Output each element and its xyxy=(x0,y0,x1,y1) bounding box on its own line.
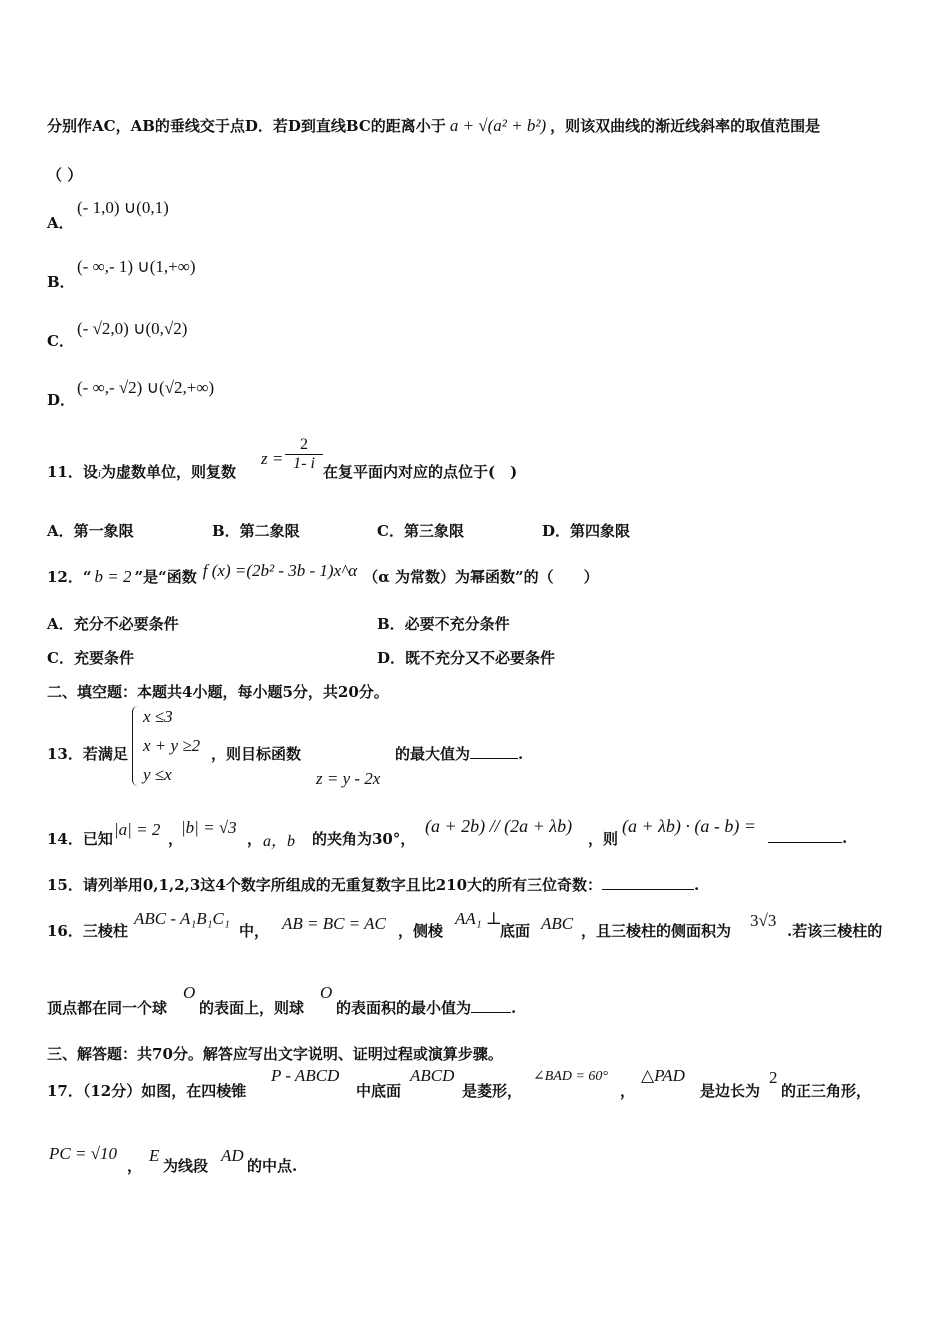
q13-constraint-2: x + y ≥2 xyxy=(143,736,201,755)
q16-eq: AB = BC = AC xyxy=(282,914,386,933)
q17-ad: AD xyxy=(221,1146,244,1165)
q15-answer-blank[interactable] xyxy=(602,875,694,890)
q13-constraint-3: y ≤x xyxy=(143,765,172,784)
q15-wrap xyxy=(47,874,699,895)
q10-option-b-label: B． xyxy=(47,273,75,291)
q11-stem xyxy=(47,461,236,482)
q16-aa1: AA₁ ⊥ xyxy=(455,909,502,928)
q16-stem-a: 16．三棱柱 xyxy=(47,922,128,940)
q17-stem-c: 是菱形， xyxy=(462,1082,523,1100)
q13-stem-b: ，则目标函数 xyxy=(211,745,302,763)
q16-line2-c: 的表面积的最小值为 xyxy=(336,999,472,1017)
q11-i: i xyxy=(97,468,101,480)
q12-option-a: A．充分不必要条件 xyxy=(47,615,179,633)
q11-z-eq: z = xyxy=(261,449,284,468)
q11-option-c: C．第三象限 xyxy=(377,522,464,540)
q10-stem-a: 分别作AC，AB的垂线交于点D．若D到直线BC的距离小于 xyxy=(47,117,446,135)
q16-stem-f: .若该三棱柱的 xyxy=(787,922,883,940)
q10-stem-math: a + √(a² + b²) xyxy=(449,116,547,135)
section-3-heading: 三、解答题：共70分。解答应写出文字说明、证明过程或演算步骤。 xyxy=(47,1045,503,1063)
q13-target: z = y - 2x xyxy=(316,769,381,788)
q13-stem-c-wrap xyxy=(395,743,523,764)
q17-e: E xyxy=(149,1146,160,1165)
q16-line2-a: 顶点都在同一个球 xyxy=(47,999,168,1017)
q12-stem xyxy=(47,561,599,587)
q14-comma-1: ， xyxy=(168,830,184,848)
q14-m5: (a + λb) · (a - b) = xyxy=(622,816,757,836)
q11-stem-c: 在复平面内对应的点位于( ) xyxy=(323,463,518,481)
q12-stem-b: ”是“函数 xyxy=(134,568,197,586)
q17-stem-h: 的中点. xyxy=(247,1157,298,1175)
q17-stem-d: 是边长为 xyxy=(700,1082,761,1100)
q17-base: ABCD xyxy=(410,1066,455,1085)
q10-option-a-value: (- 1,0) ∪(0,1) xyxy=(77,198,169,217)
q16-stem-c: ，侧棱 xyxy=(398,922,444,940)
q17-stem-g: 为线段 xyxy=(163,1157,209,1175)
q14-m2: |b| = √3 xyxy=(181,818,237,837)
q14-stem-a: 14．已知 xyxy=(47,830,113,848)
q10-option-a-label: A． xyxy=(47,214,74,232)
q16-stem-b: 中， xyxy=(239,922,270,940)
q12-stem-c: （α 为常数）为幂函数”的（ ） xyxy=(363,568,599,586)
q14-comma-2: ， xyxy=(247,830,263,848)
q11-option-b: B．第二象限 xyxy=(212,522,300,540)
q13-constraint-1: x ≤3 xyxy=(143,707,173,726)
q17-pc: PC = √10 xyxy=(49,1144,118,1163)
q17-stem-b: 中底面 xyxy=(356,1082,402,1100)
q10-option-b-value: (- ∞,- 1) ∪(1,+∞) xyxy=(77,257,196,276)
q10-option-d-label: D． xyxy=(47,391,76,409)
q17-angle: ∠BAD = 60° xyxy=(533,1069,608,1084)
q15-end: . xyxy=(694,876,700,894)
q11-stem-a: 11．设 xyxy=(47,463,98,481)
q13-end: . xyxy=(518,745,524,763)
q16-stem-e: ，且三棱柱的侧面积为 xyxy=(581,922,732,940)
q14-answer-wrap xyxy=(768,828,847,847)
q17-comma: ， xyxy=(620,1082,636,1100)
q13-brace xyxy=(132,706,141,786)
q11-fraction xyxy=(285,436,323,473)
q16-line2-b: 的表面上，则球 xyxy=(199,999,305,1017)
q12-option-b: B．必要不充分条件 xyxy=(377,615,510,633)
q11-option-a: A．第一象限 xyxy=(47,522,134,540)
q11-numerator: 2 xyxy=(300,436,308,453)
q14-m3: a，b xyxy=(263,833,296,850)
q11-denominator: 1- i xyxy=(285,454,323,473)
q16-prism: ABC - A₁B₁C₁ xyxy=(134,909,230,928)
q12-option-d: D．既不充分又不必要条件 xyxy=(377,649,556,667)
q12-option-c: C．充要条件 xyxy=(47,649,134,667)
q17-two: 2 xyxy=(769,1068,778,1087)
q10-stem xyxy=(47,115,820,136)
q13-stem-a: 13．若满足 xyxy=(47,745,128,763)
q14-answer-blank[interactable] xyxy=(768,828,842,843)
q16-end: . xyxy=(511,999,517,1017)
section-2-heading: 二、填空题：本题共4小题，每小题5分，共20分。 xyxy=(47,683,389,701)
q16-answer-blank[interactable] xyxy=(471,998,511,1013)
q16-o-2: O xyxy=(320,983,333,1002)
q14-m1: |a| = 2 xyxy=(114,820,161,839)
q10-stem-b: ，则该双曲线的渐近线斜率的取值范围是 xyxy=(550,117,821,135)
q13-answer-blank[interactable] xyxy=(470,744,518,759)
q10-option-c-value: (- √2,0) ∪(0,√2) xyxy=(77,319,188,338)
q10-paren: （ ） xyxy=(47,166,83,184)
q14-stem-c: ，则 xyxy=(588,830,619,848)
q17-pyramid: P - ABCD xyxy=(271,1066,340,1085)
q14-m4: (a + 2b) // (2a + λb) xyxy=(425,816,573,836)
q10-option-d-value: (- ∞,- √2) ∪(√2,+∞) xyxy=(77,378,215,397)
q16-stem-d: 底面 xyxy=(500,922,531,940)
q17-stem-e: 的正三角形， xyxy=(781,1082,872,1100)
q16-line2-wrap xyxy=(336,997,516,1018)
q10-option-c-label: C． xyxy=(47,332,74,350)
q17-stem-f: ， xyxy=(127,1157,143,1175)
q16-area: 3√3 xyxy=(750,911,777,930)
q17-triangle: △PAD xyxy=(641,1066,685,1085)
q15-stem: 15．请列举用0,1,2,3这4个数字所组成的无重复数字且比210大的所有三位奇数： xyxy=(47,876,603,894)
q17-stem-a: 17．（12分）如图，在四棱锥 xyxy=(47,1082,247,1100)
q13-stem-c: 的最大值为 xyxy=(395,745,471,763)
q12-func: f (x) =(2b² - 3b - 1)x^α xyxy=(202,561,358,580)
q12-stem-a: 12．“ xyxy=(47,568,92,586)
q14-stem-b: 的夹角为30°， xyxy=(312,830,416,848)
q12-cond: b = 2 xyxy=(94,567,132,586)
q14-end: . xyxy=(842,829,848,847)
q16-abc: ABC xyxy=(541,914,574,933)
q11-stem-b: 为虚数单位，则复数 xyxy=(100,463,236,481)
q16-o-1: O xyxy=(183,983,196,1002)
q11-option-d: D．第四象限 xyxy=(542,522,631,540)
